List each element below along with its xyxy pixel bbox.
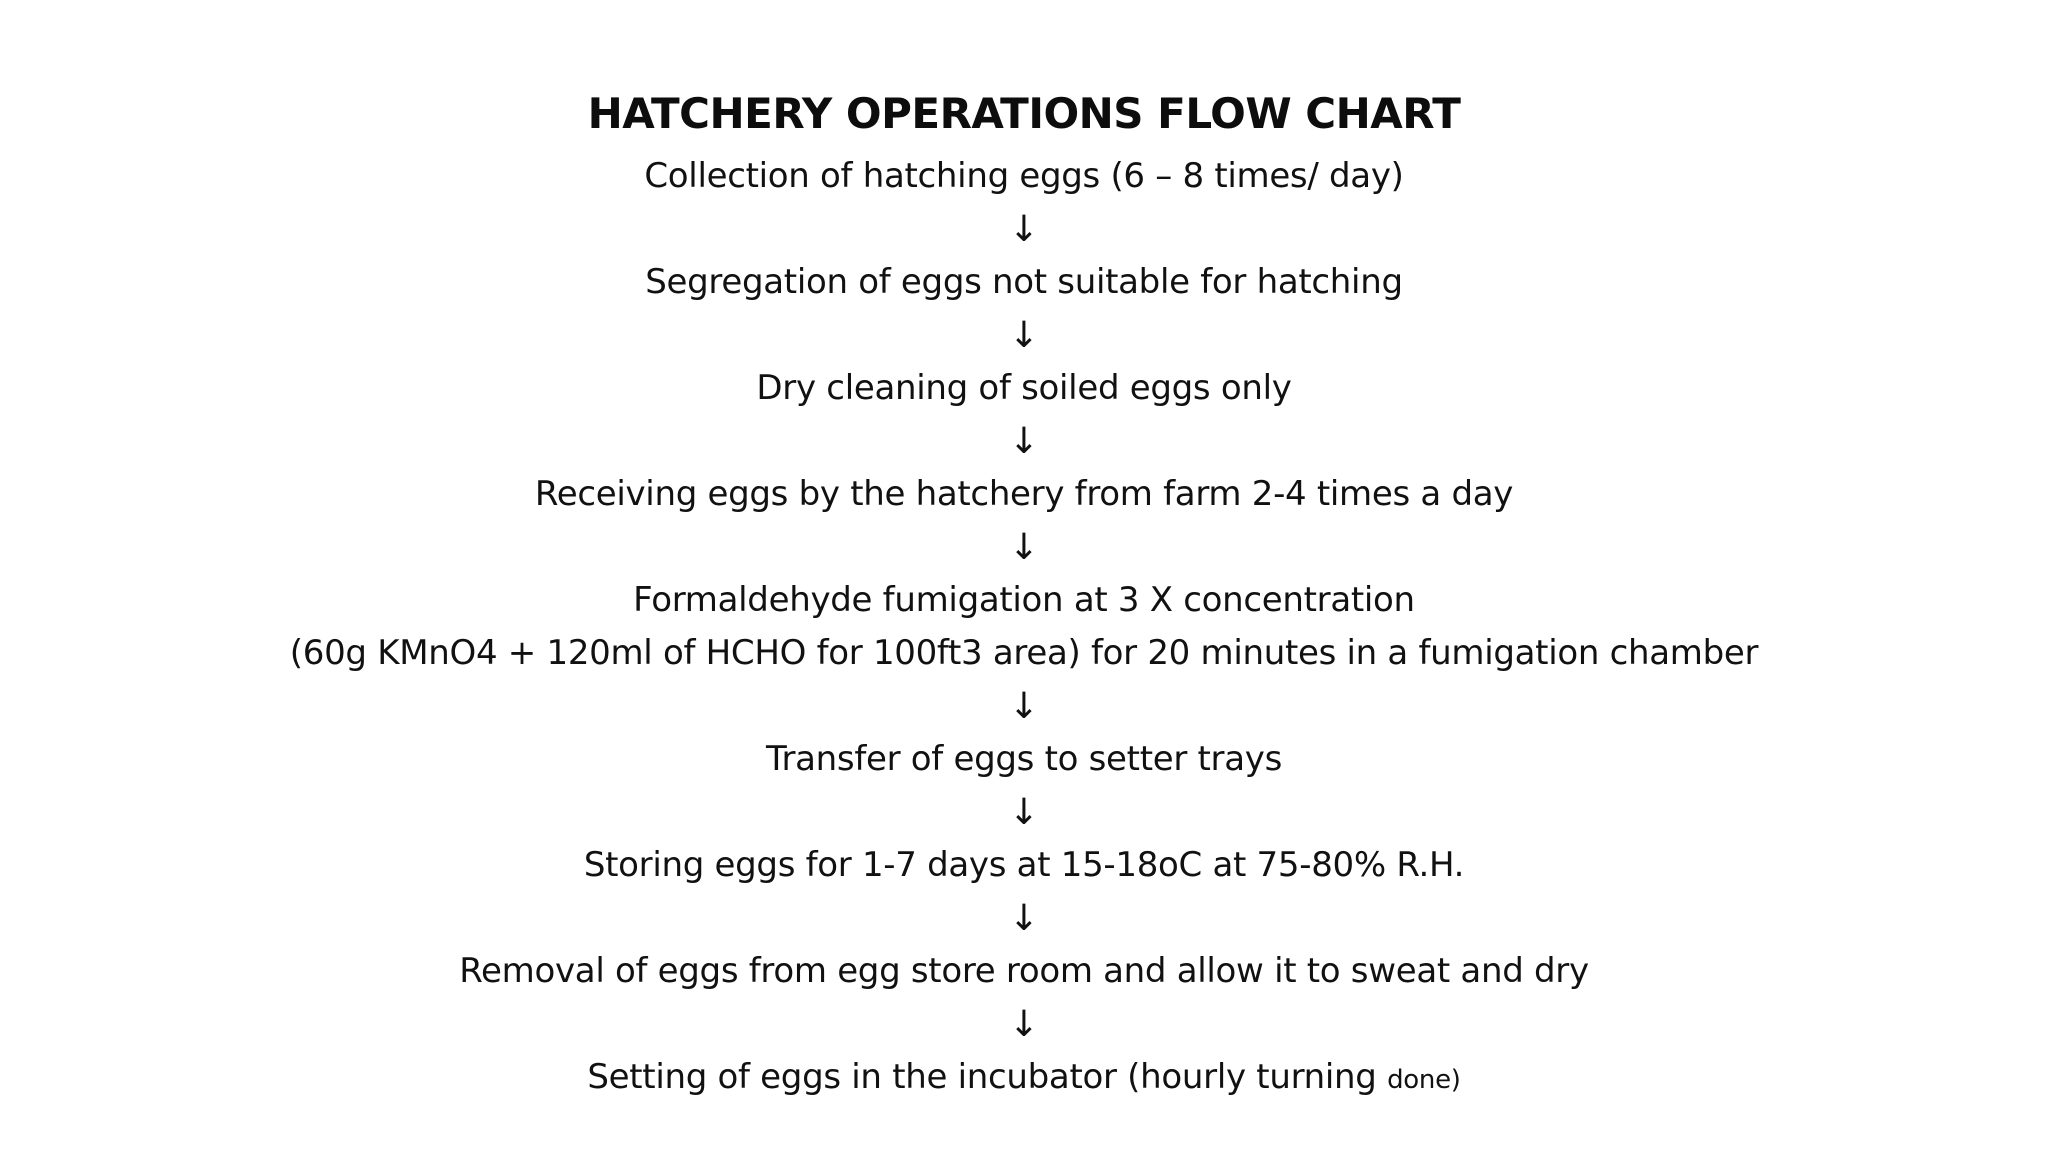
- step-segregation: Segregation of eggs not suitable for hatching: [645, 262, 1403, 302]
- step-receiving: Receiving eggs by the hatchery from farm 2-4 times a day: [534, 474, 1514, 514]
- step-transfer: Transfer of eggs to setter trays: [765, 739, 1283, 779]
- step-setting-small-text: done): [1387, 1065, 1461, 1095]
- step-storing: Storing eggs for 1-7 days at 15-18oC at 75-80% R.H.: [583, 845, 1465, 885]
- down-arrow-icon: ↓: [1008, 315, 1040, 356]
- flow-steps: [0, 150, 2048, 1104]
- down-arrow-icon: ↓: [1008, 209, 1040, 250]
- step-fumigation-line1: Formaldehyde fumigation at 3 X concentration: [633, 580, 1415, 620]
- down-arrow-icon: ↓: [1008, 792, 1040, 833]
- step-removal: Removal of eggs from egg store room and allow it to sweat and dry: [459, 951, 1589, 991]
- down-arrow-icon: ↓: [1008, 527, 1040, 568]
- down-arrow-icon: ↓: [1008, 898, 1040, 939]
- down-arrow-icon: ↓: [1008, 421, 1040, 462]
- down-arrow-icon: ↓: [1008, 686, 1040, 727]
- step-setting-text: Setting of eggs in the incubator (hourly turning: [587, 1057, 1388, 1097]
- chart-title: HATCHERY OPERATIONS FLOW CHART: [587, 89, 1461, 138]
- step-setting: [0, 1051, 2048, 1104]
- step-collection: Collection of hatching eggs (6 – 8 times/ day): [644, 156, 1404, 196]
- step-fumigation-line2: (60g KMnO4 + 120ml of HCHO for 100ft3 area) for 20 minutes in a fumigation chamber: [289, 633, 1759, 673]
- down-arrow-icon: ↓: [1008, 1004, 1040, 1045]
- step-dry-cleaning: Dry cleaning of soiled eggs only: [756, 368, 1292, 408]
